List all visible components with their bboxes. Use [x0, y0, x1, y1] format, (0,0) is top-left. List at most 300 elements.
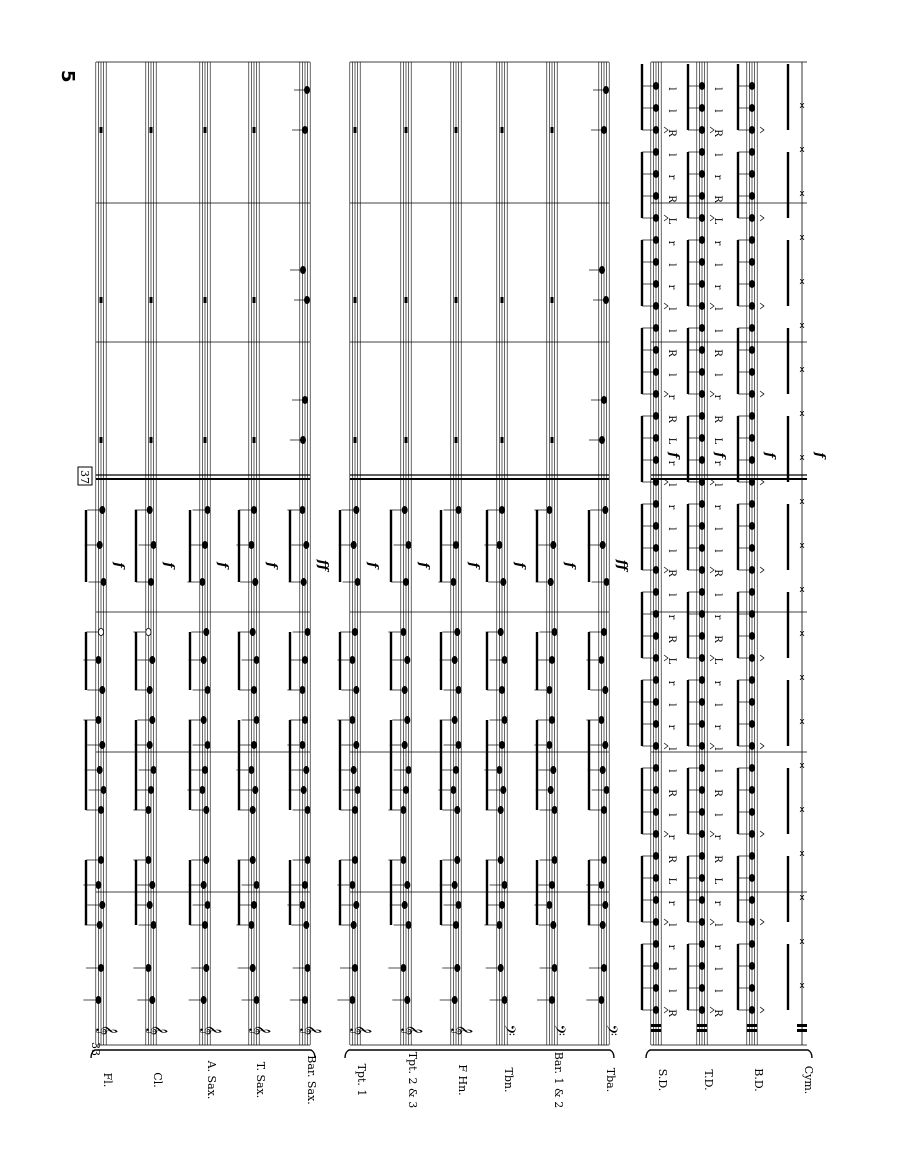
page-number: 5 — [57, 70, 78, 83]
note-head — [749, 742, 754, 749]
note-head — [305, 628, 310, 635]
note-head — [98, 964, 103, 971]
instrument-label: Cym. — [802, 1065, 815, 1095]
note-head — [452, 716, 457, 723]
sticking-mark: r — [712, 900, 723, 906]
sticking-mark: l — [666, 527, 677, 531]
note-head — [749, 280, 754, 287]
sticking-mark: l — [712, 769, 723, 773]
note-head — [749, 896, 754, 903]
sticking-mark: l — [712, 263, 723, 267]
note-head — [453, 766, 458, 773]
note-head — [749, 434, 754, 441]
note-head — [653, 698, 658, 705]
accent — [760, 567, 764, 573]
note-head — [100, 901, 105, 908]
note-head — [603, 296, 608, 303]
note-head — [150, 881, 155, 888]
rest — [551, 297, 554, 303]
note-head — [699, 104, 704, 111]
sticking-mark: l — [666, 923, 677, 927]
note-head — [749, 456, 754, 463]
note-head — [456, 741, 461, 748]
clef: 𝄞 — [96, 1024, 117, 1036]
note-head — [146, 856, 151, 863]
note-head — [749, 368, 754, 375]
note-head — [699, 984, 704, 991]
note-head — [499, 686, 504, 693]
sticking-mark: R — [666, 635, 677, 643]
note-head — [355, 578, 360, 585]
accent — [760, 303, 764, 309]
instrument-label: Bar. Sax. — [305, 1055, 318, 1105]
note-head — [352, 856, 357, 863]
note-head — [653, 786, 658, 793]
note-head — [204, 964, 209, 971]
sticking-mark: l — [666, 747, 677, 751]
note-head — [653, 874, 658, 881]
note-head — [354, 686, 359, 693]
note-head — [600, 921, 605, 928]
note-head — [653, 126, 658, 133]
note-head — [150, 716, 155, 723]
note-head — [304, 921, 309, 928]
note-head — [300, 266, 305, 273]
note-head — [749, 786, 754, 793]
sticking-mark: l — [712, 703, 723, 707]
note-head — [699, 346, 704, 353]
note-marks — [83, 64, 807, 1036]
note-head — [653, 148, 658, 155]
note-head — [205, 506, 210, 513]
note-head — [749, 940, 754, 947]
note-head — [653, 808, 658, 815]
note-head — [749, 214, 754, 221]
note-head — [653, 1006, 658, 1013]
note-head — [254, 716, 259, 723]
note-head — [600, 766, 605, 773]
clef: 𝄢 — [497, 1024, 518, 1036]
staff-8 — [451, 62, 461, 1045]
note-head — [599, 266, 604, 273]
note-head — [301, 786, 306, 793]
note-head — [451, 578, 456, 585]
note-head — [749, 1006, 754, 1013]
note-head — [452, 656, 457, 663]
note-head — [352, 628, 357, 635]
note-head — [699, 390, 704, 397]
sticking-mark: R — [712, 415, 723, 423]
sticking-mark: R — [666, 349, 677, 357]
cymbal-note: x — [799, 497, 805, 507]
instrument-label: B.D. — [752, 1068, 765, 1092]
note-head — [749, 258, 754, 265]
cymbal-note: x — [799, 937, 805, 947]
sticking-mark: L — [712, 877, 723, 885]
note-head — [305, 964, 310, 971]
rest — [204, 297, 207, 303]
note-head — [749, 830, 754, 837]
instrument-label: F Hn. — [456, 1064, 469, 1096]
note-head — [498, 628, 503, 635]
accent — [760, 743, 764, 749]
clef: 𝄢 — [599, 1024, 620, 1036]
note-head — [653, 566, 658, 573]
note-head — [653, 852, 658, 859]
note-head — [302, 881, 307, 888]
note-head — [304, 766, 309, 773]
note-head — [653, 830, 658, 837]
accent — [760, 215, 764, 221]
note-head — [603, 741, 608, 748]
note-head — [699, 676, 704, 683]
note-head — [699, 126, 704, 133]
sticking-mark: r — [712, 284, 723, 290]
instrument-labels — [101, 1052, 815, 1109]
rest — [551, 437, 554, 443]
sticking-mark: r — [666, 900, 677, 906]
clef: 𝄞 — [451, 1024, 472, 1036]
note-head — [304, 541, 309, 548]
rest — [100, 437, 103, 443]
note-head — [302, 656, 307, 663]
note-head — [699, 434, 704, 441]
note-head — [254, 881, 259, 888]
sticking-mark: R — [712, 1009, 723, 1017]
note-head — [406, 921, 411, 928]
note-head — [456, 901, 461, 908]
note-head — [601, 126, 606, 133]
note-head — [653, 236, 658, 243]
note-head — [699, 478, 704, 485]
note-head — [699, 456, 704, 463]
note-head — [653, 654, 658, 661]
note-head — [451, 786, 456, 793]
note-head — [202, 921, 207, 928]
note-head — [653, 742, 658, 749]
sticking-mark: r — [666, 680, 677, 686]
note-head — [749, 544, 754, 551]
rest — [354, 127, 357, 133]
note-head — [351, 921, 356, 928]
note-head — [302, 996, 307, 1003]
measure-number: 33 — [89, 1042, 102, 1056]
note-head — [749, 500, 754, 507]
note-head — [552, 628, 557, 635]
instrument-label: Fl. — [101, 1072, 114, 1088]
sticking-mark: l — [712, 813, 723, 817]
note-head — [205, 901, 210, 908]
sticking-mark: l — [666, 703, 677, 707]
rest — [253, 127, 256, 133]
note-head — [749, 852, 754, 859]
cymbal-note: x — [799, 453, 805, 463]
dynamics-marks — [111, 451, 827, 572]
note-head — [749, 412, 754, 419]
note-head — [603, 506, 608, 513]
rest — [455, 127, 458, 133]
note-head — [653, 610, 658, 617]
sticking-mark: r — [666, 724, 677, 730]
staff-systems — [96, 62, 802, 1045]
note-head — [600, 541, 605, 548]
note-head — [653, 412, 658, 419]
sticking-mark: R — [712, 129, 723, 137]
note-head — [147, 686, 152, 693]
rest — [150, 127, 153, 133]
staff-7 — [401, 62, 411, 1045]
note-head — [653, 170, 658, 177]
note-head — [251, 506, 256, 513]
sticking-mark: r — [712, 460, 723, 466]
rest — [501, 437, 504, 443]
note-head — [699, 1006, 704, 1013]
note-head — [749, 654, 754, 661]
note-head — [455, 856, 460, 863]
note-head — [97, 921, 102, 928]
sticking-mark: r — [666, 944, 677, 950]
clef: 𝄞 — [401, 1024, 422, 1036]
note-head — [98, 806, 103, 813]
note-head — [699, 720, 704, 727]
sticking-mark: R — [712, 195, 723, 203]
note-head — [699, 324, 704, 331]
note-head — [455, 628, 460, 635]
note-head — [653, 368, 658, 375]
sticking-mark: L — [666, 877, 677, 885]
cymbal-note: x — [799, 101, 805, 111]
note-head — [499, 901, 504, 908]
cymbal-note: x — [799, 805, 805, 815]
note-head — [202, 766, 207, 773]
dynamic-marking: f — [111, 562, 126, 568]
note-head — [302, 396, 307, 403]
note-head — [599, 881, 604, 888]
note-head — [352, 964, 357, 971]
sticking-mark: r — [666, 394, 677, 400]
note-head — [300, 901, 305, 908]
instrument-label: Bar. 1 & 2 — [552, 1051, 565, 1109]
note-head — [699, 368, 704, 375]
cymbal-note: x — [799, 409, 805, 419]
note-head — [146, 628, 151, 635]
rest — [455, 437, 458, 443]
note-head — [453, 541, 458, 548]
percussion-clef — [651, 1029, 661, 1032]
rest — [253, 437, 256, 443]
system-bracket — [345, 1050, 614, 1058]
note-head — [305, 856, 310, 863]
note-head — [653, 302, 658, 309]
sticking-mark: l — [712, 549, 723, 553]
dynamic-marking: f — [712, 452, 727, 458]
note-head — [551, 921, 556, 928]
note-head — [653, 720, 658, 727]
sticking-mark: R — [666, 129, 677, 137]
note-head — [699, 500, 704, 507]
note-head — [653, 984, 658, 991]
note-head — [653, 478, 658, 485]
cymbal-note: x — [799, 849, 805, 859]
note-head — [699, 654, 704, 661]
note-head — [603, 86, 608, 93]
note-head — [599, 656, 604, 663]
note-head — [749, 764, 754, 771]
rest — [354, 437, 357, 443]
note-head — [455, 806, 460, 813]
note-head — [653, 588, 658, 595]
note-head — [502, 996, 507, 1003]
note-head — [699, 632, 704, 639]
sticking-mark: r — [712, 614, 723, 620]
note-head — [749, 566, 754, 573]
note-head — [549, 881, 554, 888]
staff-11 — [599, 62, 609, 1045]
note-head — [401, 964, 406, 971]
sticking-mark: r — [712, 944, 723, 950]
note-head — [599, 436, 604, 443]
sticking-mark: l — [666, 329, 677, 333]
note-head — [96, 716, 101, 723]
note-head — [499, 741, 504, 748]
note-head — [749, 698, 754, 705]
staff-9 — [497, 62, 507, 1045]
rest — [405, 437, 408, 443]
note-head — [354, 741, 359, 748]
note-head — [653, 632, 658, 639]
note-head — [749, 874, 754, 881]
note-head — [749, 302, 754, 309]
accent — [760, 655, 764, 661]
sticking-mark: r — [666, 174, 677, 180]
note-head — [498, 964, 503, 971]
cymbal-note: x — [799, 893, 805, 903]
sticking-mark: R — [666, 195, 677, 203]
accent — [760, 919, 764, 925]
note-head — [253, 578, 258, 585]
note-head — [456, 686, 461, 693]
sticking-mark: l — [712, 593, 723, 597]
rest — [100, 127, 103, 133]
note-head — [401, 628, 406, 635]
sticking-mark: r — [712, 504, 723, 510]
note-head — [653, 456, 658, 463]
clef: 𝄞 — [350, 1024, 371, 1036]
note-head — [749, 808, 754, 815]
note-head — [749, 478, 754, 485]
sticking-mark: l — [712, 483, 723, 487]
note-head — [402, 686, 407, 693]
note-head — [549, 996, 554, 1003]
note-head — [749, 676, 754, 683]
note-head — [699, 852, 704, 859]
note-head — [251, 741, 256, 748]
note-head — [749, 104, 754, 111]
note-head — [749, 324, 754, 331]
note-head — [202, 541, 207, 548]
sticking-mark: l — [712, 747, 723, 751]
note-head — [551, 766, 556, 773]
sticking-mark: l — [712, 967, 723, 971]
note-head — [699, 258, 704, 265]
sticking-mark: R — [712, 635, 723, 643]
note-head — [653, 82, 658, 89]
note-head — [403, 578, 408, 585]
note-head — [653, 192, 658, 199]
note-head — [250, 806, 255, 813]
percussion-clef — [697, 1029, 707, 1032]
rest — [501, 297, 504, 303]
dynamic-marking: f — [466, 562, 481, 568]
dynamic-marking: f — [562, 562, 577, 568]
note-head — [402, 741, 407, 748]
sticking-mark: l — [712, 923, 723, 927]
accent — [760, 127, 764, 133]
note-head — [350, 996, 355, 1003]
note-head — [749, 962, 754, 969]
note-head — [502, 656, 507, 663]
sticking-mark: l — [712, 87, 723, 91]
note-head — [453, 921, 458, 928]
rest — [354, 297, 357, 303]
rest — [150, 297, 153, 303]
note-head — [653, 500, 658, 507]
dynamic-marking: f — [512, 562, 527, 568]
note-head — [148, 786, 153, 793]
note-head — [699, 786, 704, 793]
note-head — [653, 544, 658, 551]
clef: 𝄞 — [300, 1024, 321, 1036]
staff-5 — [300, 62, 310, 1045]
note-head — [699, 236, 704, 243]
note-head — [101, 578, 106, 585]
note-head — [402, 506, 407, 513]
note-head — [305, 806, 310, 813]
note-head — [497, 766, 502, 773]
cymbal-note: x — [799, 189, 805, 199]
note-head — [200, 578, 205, 585]
note-head — [547, 741, 552, 748]
rest — [100, 297, 103, 303]
note-head — [456, 506, 461, 513]
note-head — [604, 786, 609, 793]
note-head — [749, 126, 754, 133]
system-bracket — [91, 1050, 315, 1058]
sticking-mark: r — [666, 240, 677, 246]
note-head — [205, 686, 210, 693]
note-head — [97, 766, 102, 773]
sticking-mark: R — [712, 569, 723, 577]
sticking-mark: R — [666, 569, 677, 577]
note-head — [552, 856, 557, 863]
note-head — [699, 808, 704, 815]
sticking-mark: l — [666, 307, 677, 311]
note-head — [151, 766, 156, 773]
instrument-label: Tpt. 1 — [355, 1063, 368, 1097]
note-head — [699, 962, 704, 969]
note-head — [502, 716, 507, 723]
note-head — [749, 918, 754, 925]
note-head — [548, 578, 553, 585]
cymbal-note: x — [799, 321, 805, 331]
note-head — [354, 506, 359, 513]
note-head — [96, 656, 101, 663]
instrument-label: T.D. — [702, 1069, 715, 1091]
note-head — [653, 522, 658, 529]
note-head — [749, 632, 754, 639]
cymbal-note: x — [799, 629, 805, 639]
note-head — [601, 964, 606, 971]
